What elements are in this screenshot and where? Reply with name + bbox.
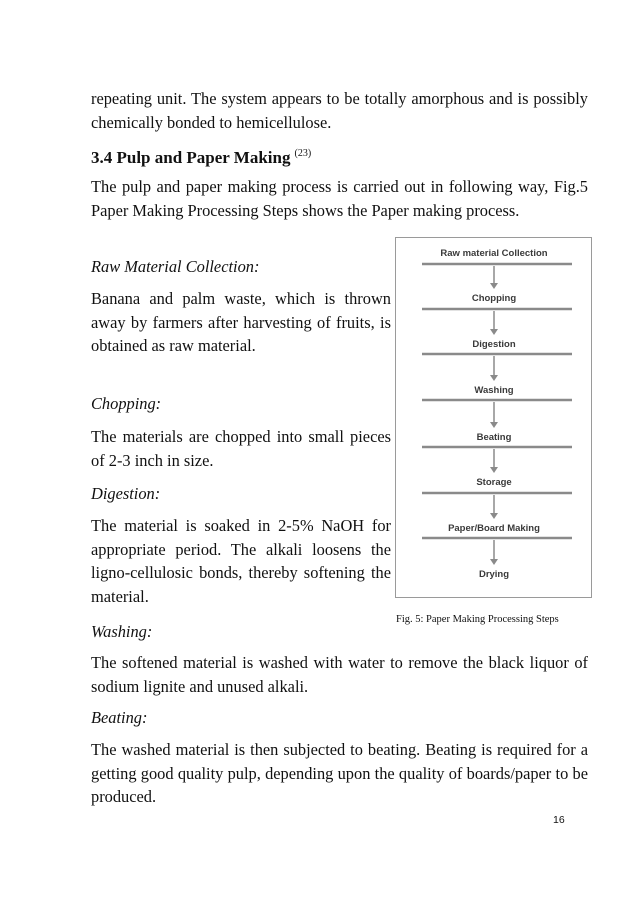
washing-heading: Washing: <box>91 622 153 641</box>
flow-step-label: Washing <box>474 385 514 396</box>
section-title: 3.4 Pulp and Paper Making <box>91 148 291 167</box>
flow-arrow-head <box>490 513 498 519</box>
digestion-heading: Digestion: <box>91 484 161 503</box>
flow-step-label: Paper/Board Making <box>448 523 540 534</box>
beating-heading: Beating: <box>91 708 148 727</box>
flow-step-label: Chopping <box>471 293 517 304</box>
washing-paragraph: The softened material is washed with water to remove the black liquor of sodium lignite and unused alkali. <box>91 653 588 696</box>
process-flow-diagram <box>396 238 593 599</box>
flow-step-label: Storage <box>476 477 512 488</box>
flow-step-label: Drying <box>478 569 510 580</box>
flow-arrow-head <box>490 559 498 565</box>
flow-arrow-head <box>490 283 498 289</box>
section-heading <box>91 142 311 169</box>
section-reference: (23) <box>294 148 312 159</box>
digestion-paragraph: The material is soaked in 2-5% NaOH for appropriate period. The alkali loosens the ligno-cellulosic bonds, thereby softening the material. <box>91 516 391 606</box>
chopping-heading: Chopping: <box>91 394 162 413</box>
chopping-paragraph: The materials are chopped into small pieces of 2-3 inch in size. <box>91 427 391 470</box>
flow-arrow-head <box>490 467 498 473</box>
flow-step-label: Digestion <box>472 339 516 350</box>
raw-material-paragraph: Banana and palm waste, which is thrown away by farmers after harvesting of fruits, is obtained as raw material. <box>91 289 391 355</box>
page-number: 16 <box>553 814 565 826</box>
flow-step-label: Raw material Collection <box>440 248 548 259</box>
flow-arrow-head <box>490 329 498 335</box>
process-flow-figure <box>395 237 592 598</box>
intro-paragraph: repeating unit. The system appears to be totally amorphous and is possibly chemically bonded to hemicellulose. <box>91 89 588 132</box>
flow-step-label: Beating <box>476 432 512 443</box>
raw-material-heading: Raw Material Collection: <box>91 257 260 276</box>
figure-caption: Fig. 5: Paper Making Processing Steps <box>396 614 559 625</box>
overview-paragraph: The pulp and paper making process is carried out in following way, Fig.5 Paper Making Processing Steps shows the Paper making process. <box>91 177 588 220</box>
beating-paragraph: The washed material is then subjected to beating. Beating is required for a getting good quality pulp, depending upon the quality of boards/paper to be produced. <box>91 740 588 806</box>
flow-arrow-head <box>490 422 498 428</box>
flow-arrow-head <box>490 375 498 381</box>
